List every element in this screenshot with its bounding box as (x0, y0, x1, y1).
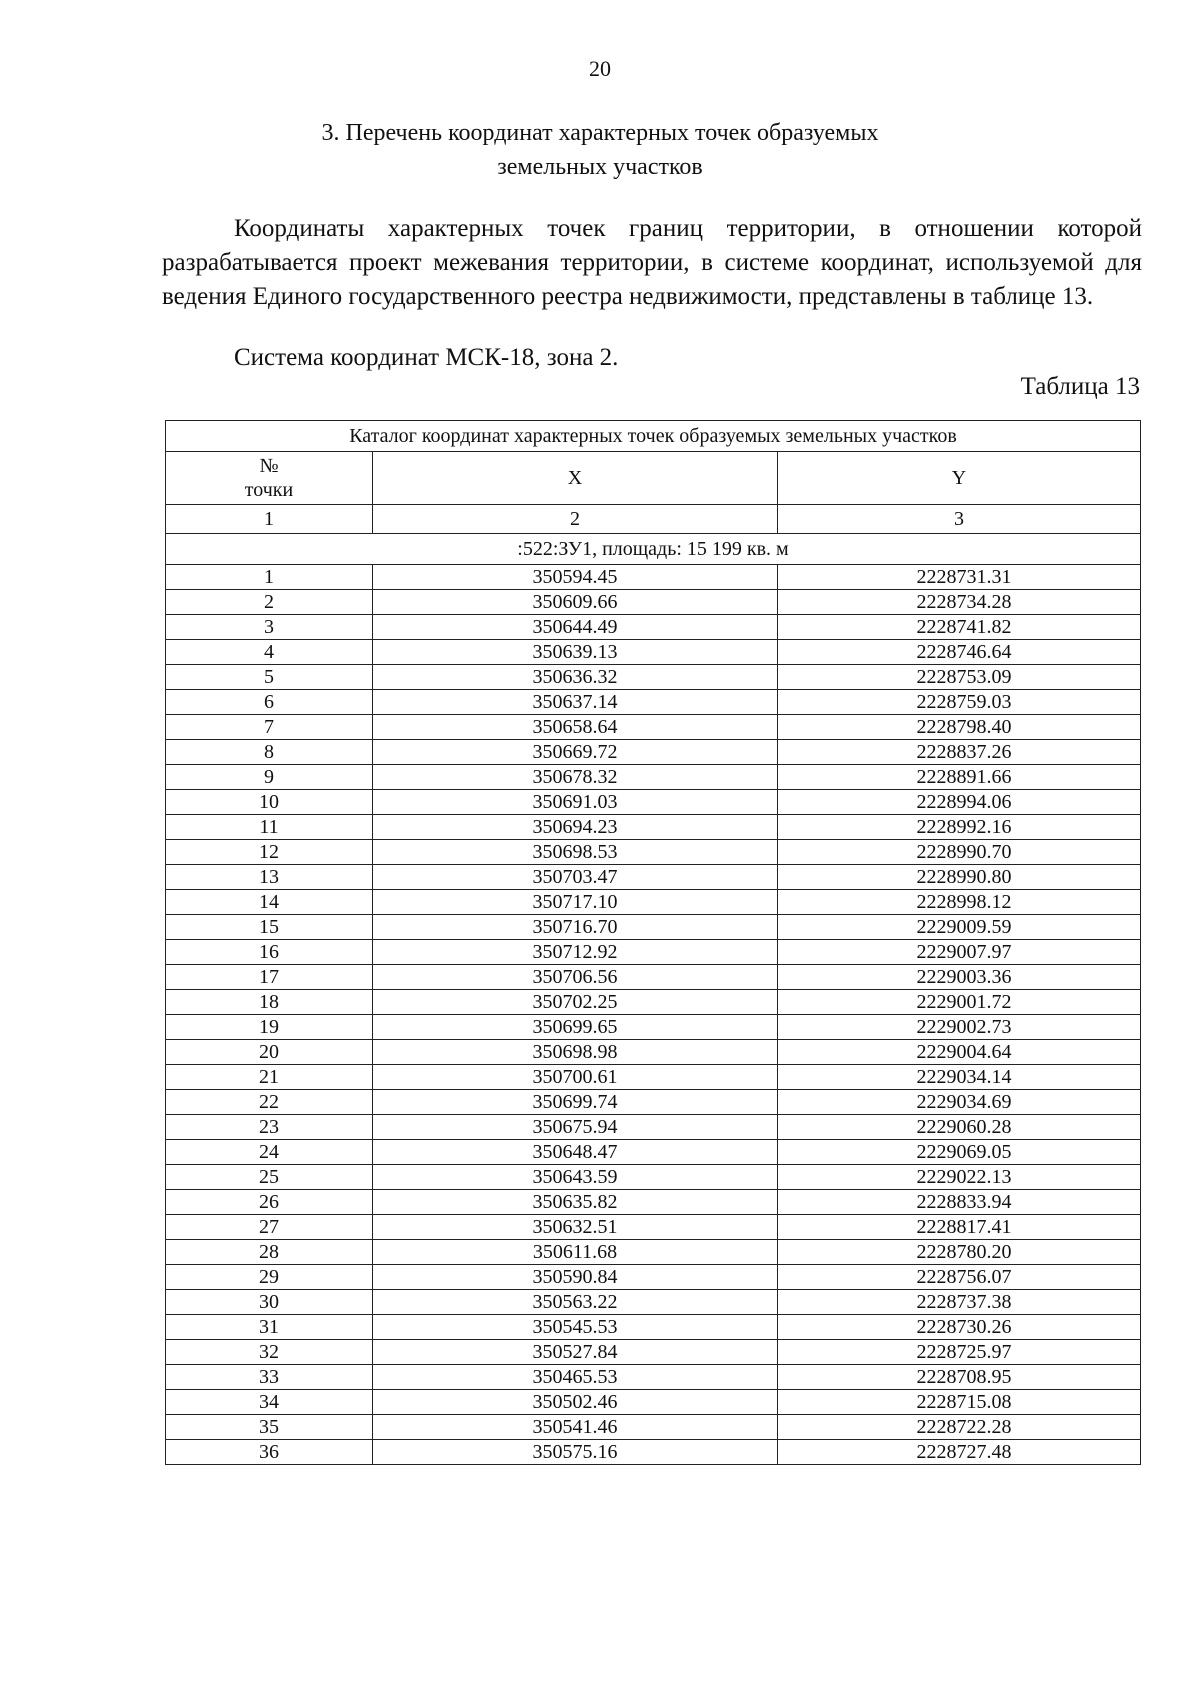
y-coordinate-cell: 2229003.36 (778, 965, 1141, 990)
point-number-cell: 21 (166, 1065, 373, 1090)
point-number-cell: 13 (166, 865, 373, 890)
y-coordinate-cell: 2229034.69 (778, 1090, 1141, 1115)
table-row (166, 690, 1141, 715)
y-coordinate-cell: 2228798.40 (778, 715, 1141, 740)
x-coordinate-cell: 350465.53 (373, 1365, 778, 1390)
table-row (166, 1265, 1141, 1290)
point-number-cell: 28 (166, 1240, 373, 1265)
x-coordinate-cell: 350637.14 (373, 690, 778, 715)
table-row (166, 1240, 1141, 1265)
table-row (166, 1165, 1141, 1190)
intro-paragraph: Координаты характерных точек границ территории, в отношении которой разрабатывается проект межевания территории, в системе координат, используемой для ведения Единого государственного реестра недвижимости, представлены в таблице 13. (162, 215, 1142, 310)
table-row (166, 965, 1141, 990)
x-coordinate-cell: 350632.51 (373, 1215, 778, 1240)
y-coordinate-cell: 2228992.16 (778, 815, 1141, 840)
column-header-y: Y (778, 452, 1141, 505)
point-number-cell: 15 (166, 915, 373, 940)
point-number-cell: 2 (166, 590, 373, 615)
y-coordinate-cell: 2228833.94 (778, 1190, 1141, 1215)
y-coordinate-cell: 2228891.66 (778, 765, 1141, 790)
point-number-cell: 31 (166, 1315, 373, 1340)
y-coordinate-cell: 2229009.59 (778, 915, 1141, 940)
point-number-cell: 9 (166, 765, 373, 790)
column-number-3: 3 (778, 505, 1141, 534)
y-coordinate-cell: 2228780.20 (778, 1240, 1141, 1265)
table-row (166, 640, 1141, 665)
y-coordinate-cell: 2228817.41 (778, 1215, 1141, 1240)
coordinates-table (165, 420, 1141, 1465)
table-row (166, 1015, 1141, 1040)
column-header-point-symbol: № (259, 455, 279, 477)
table-row (166, 665, 1141, 690)
point-number-cell: 12 (166, 840, 373, 865)
x-coordinate-cell: 350636.32 (373, 665, 778, 690)
column-header-x: X (373, 452, 778, 505)
point-number-cell: 22 (166, 1090, 373, 1115)
y-coordinate-cell: 2229034.14 (778, 1065, 1141, 1090)
point-number-cell: 4 (166, 640, 373, 665)
table-row (166, 890, 1141, 915)
column-header-point-label: точки (244, 479, 294, 501)
table-row (166, 715, 1141, 740)
point-number-cell: 11 (166, 815, 373, 840)
table-row (166, 1090, 1141, 1115)
point-number-cell: 14 (166, 890, 373, 915)
point-number-cell: 36 (166, 1440, 373, 1465)
x-coordinate-cell: 350698.53 (373, 840, 778, 865)
table-row (166, 1315, 1141, 1340)
table-row (166, 1115, 1141, 1140)
y-coordinate-cell: 2229004.64 (778, 1040, 1141, 1065)
x-coordinate-cell: 350706.56 (373, 965, 778, 990)
point-number-cell: 3 (166, 615, 373, 640)
table-header-row (166, 452, 1141, 505)
table-row (166, 765, 1141, 790)
x-coordinate-cell: 350700.61 (373, 1065, 778, 1090)
point-number-cell: 26 (166, 1190, 373, 1215)
table-row (166, 1415, 1141, 1440)
y-coordinate-cell: 2228708.95 (778, 1365, 1141, 1390)
table-caption: Таблица 13 (1020, 373, 1140, 400)
section-title (250, 116, 950, 184)
x-coordinate-cell: 350702.25 (373, 990, 778, 1015)
point-number-cell: 18 (166, 990, 373, 1015)
x-coordinate-cell: 350691.03 (373, 790, 778, 815)
y-coordinate-cell: 2228756.07 (778, 1265, 1141, 1290)
x-coordinate-cell: 350635.82 (373, 1190, 778, 1215)
table-row (166, 1390, 1141, 1415)
y-coordinate-cell: 2228998.12 (778, 890, 1141, 915)
table-row (166, 1340, 1141, 1365)
table-row (166, 1440, 1141, 1465)
plot-label-row (166, 534, 1141, 565)
x-coordinate-cell: 350541.46 (373, 1415, 778, 1440)
point-number-cell: 34 (166, 1390, 373, 1415)
y-coordinate-cell: 2228746.64 (778, 640, 1141, 665)
point-number-cell: 5 (166, 665, 373, 690)
point-number-cell: 23 (166, 1115, 373, 1140)
x-coordinate-cell: 350563.22 (373, 1290, 778, 1315)
table-row (166, 940, 1141, 965)
y-coordinate-cell: 2228725.97 (778, 1340, 1141, 1365)
column-header-point (166, 452, 373, 505)
x-coordinate-cell: 350644.49 (373, 615, 778, 640)
x-coordinate-cell: 350545.53 (373, 1315, 778, 1340)
table-row (166, 990, 1141, 1015)
table-title-row (166, 421, 1141, 452)
point-number-cell: 10 (166, 790, 373, 815)
x-coordinate-cell: 350694.23 (373, 815, 778, 840)
y-coordinate-cell: 2228837.26 (778, 740, 1141, 765)
x-coordinate-cell: 350594.45 (373, 565, 778, 590)
y-coordinate-cell: 2228730.26 (778, 1315, 1141, 1340)
point-number-cell: 6 (166, 690, 373, 715)
page-number: 20 (589, 56, 611, 81)
table-row (166, 1140, 1141, 1165)
point-number-cell: 29 (166, 1265, 373, 1290)
point-number-cell: 17 (166, 965, 373, 990)
table-row (166, 1215, 1141, 1240)
y-coordinate-cell: 2229060.28 (778, 1115, 1141, 1140)
y-coordinate-cell: 2229001.72 (778, 990, 1141, 1015)
x-coordinate-cell: 350712.92 (373, 940, 778, 965)
y-coordinate-cell: 2228759.03 (778, 690, 1141, 715)
table-row (166, 1290, 1141, 1315)
x-coordinate-cell: 350611.68 (373, 1240, 778, 1265)
table-row (166, 740, 1141, 765)
y-coordinate-cell: 2228722.28 (778, 1415, 1141, 1440)
y-coordinate-cell: 2228715.08 (778, 1390, 1141, 1415)
table-column-numbers-row (166, 505, 1141, 534)
table-row (166, 840, 1141, 865)
y-coordinate-cell: 2228753.09 (778, 665, 1141, 690)
x-coordinate-cell: 350678.32 (373, 765, 778, 790)
point-number-cell: 7 (166, 715, 373, 740)
table-row (166, 590, 1141, 615)
x-coordinate-cell: 350502.46 (373, 1390, 778, 1415)
y-coordinate-cell: 2229007.97 (778, 940, 1141, 965)
table-row (166, 1065, 1141, 1090)
table-row (166, 865, 1141, 890)
x-coordinate-cell: 350717.10 (373, 890, 778, 915)
table-row (166, 615, 1141, 640)
point-number-cell: 30 (166, 1290, 373, 1315)
y-coordinate-cell: 2228741.82 (778, 615, 1141, 640)
x-coordinate-cell: 350675.94 (373, 1115, 778, 1140)
x-coordinate-cell: 350639.13 (373, 640, 778, 665)
x-coordinate-cell: 350699.74 (373, 1090, 778, 1115)
table-row (166, 815, 1141, 840)
section-title-line-2: земельных участков (497, 154, 703, 180)
y-coordinate-cell: 2228731.31 (778, 565, 1141, 590)
section-title-line-1: 3. Перечень координат характерных точек образуемых (321, 120, 879, 146)
x-coordinate-cell: 350527.84 (373, 1340, 778, 1365)
y-coordinate-cell: 2229022.13 (778, 1165, 1141, 1190)
point-number-cell: 24 (166, 1140, 373, 1165)
point-number-cell: 35 (166, 1415, 373, 1440)
point-number-cell: 32 (166, 1340, 373, 1365)
y-coordinate-cell: 2228734.28 (778, 590, 1141, 615)
column-number-2: 2 (373, 505, 778, 534)
column-number-1: 1 (166, 505, 373, 534)
coordinates-table-wrapper (165, 420, 1140, 1465)
point-number-cell: 19 (166, 1015, 373, 1040)
plot-label: :522:ЗУ1, площадь: 15 199 кв. м (166, 534, 1141, 565)
y-coordinate-cell: 2229069.05 (778, 1140, 1141, 1165)
table-title: Каталог координат характерных точек образуемых земельных участков (166, 421, 1141, 452)
table-row (166, 565, 1141, 590)
y-coordinate-cell: 2228737.38 (778, 1290, 1141, 1315)
y-coordinate-cell: 2229002.73 (778, 1015, 1141, 1040)
x-coordinate-cell: 350575.16 (373, 1440, 778, 1465)
point-number-cell: 33 (166, 1365, 373, 1390)
x-coordinate-cell: 350669.72 (373, 740, 778, 765)
y-coordinate-cell: 2228994.06 (778, 790, 1141, 815)
x-coordinate-cell: 350716.70 (373, 915, 778, 940)
point-number-cell: 1 (166, 565, 373, 590)
x-coordinate-cell: 350590.84 (373, 1265, 778, 1290)
x-coordinate-cell: 350643.59 (373, 1165, 778, 1190)
x-coordinate-cell: 350703.47 (373, 865, 778, 890)
table-row (166, 915, 1141, 940)
x-coordinate-cell: 350648.47 (373, 1140, 778, 1165)
point-number-cell: 20 (166, 1040, 373, 1065)
coordinate-system-line: Система координат МСК-18, зона 2. (234, 344, 619, 371)
y-coordinate-cell: 2228727.48 (778, 1440, 1141, 1465)
point-number-cell: 8 (166, 740, 373, 765)
x-coordinate-cell: 350698.98 (373, 1040, 778, 1065)
x-coordinate-cell: 350609.66 (373, 590, 778, 615)
point-number-cell: 27 (166, 1215, 373, 1240)
point-number-cell: 16 (166, 940, 373, 965)
table-row (166, 790, 1141, 815)
point-number-cell: 25 (166, 1165, 373, 1190)
table-row (166, 1040, 1141, 1065)
table-row (166, 1365, 1141, 1390)
y-coordinate-cell: 2228990.70 (778, 840, 1141, 865)
table-row (166, 1190, 1141, 1215)
x-coordinate-cell: 350658.64 (373, 715, 778, 740)
y-coordinate-cell: 2228990.80 (778, 865, 1141, 890)
x-coordinate-cell: 350699.65 (373, 1015, 778, 1040)
